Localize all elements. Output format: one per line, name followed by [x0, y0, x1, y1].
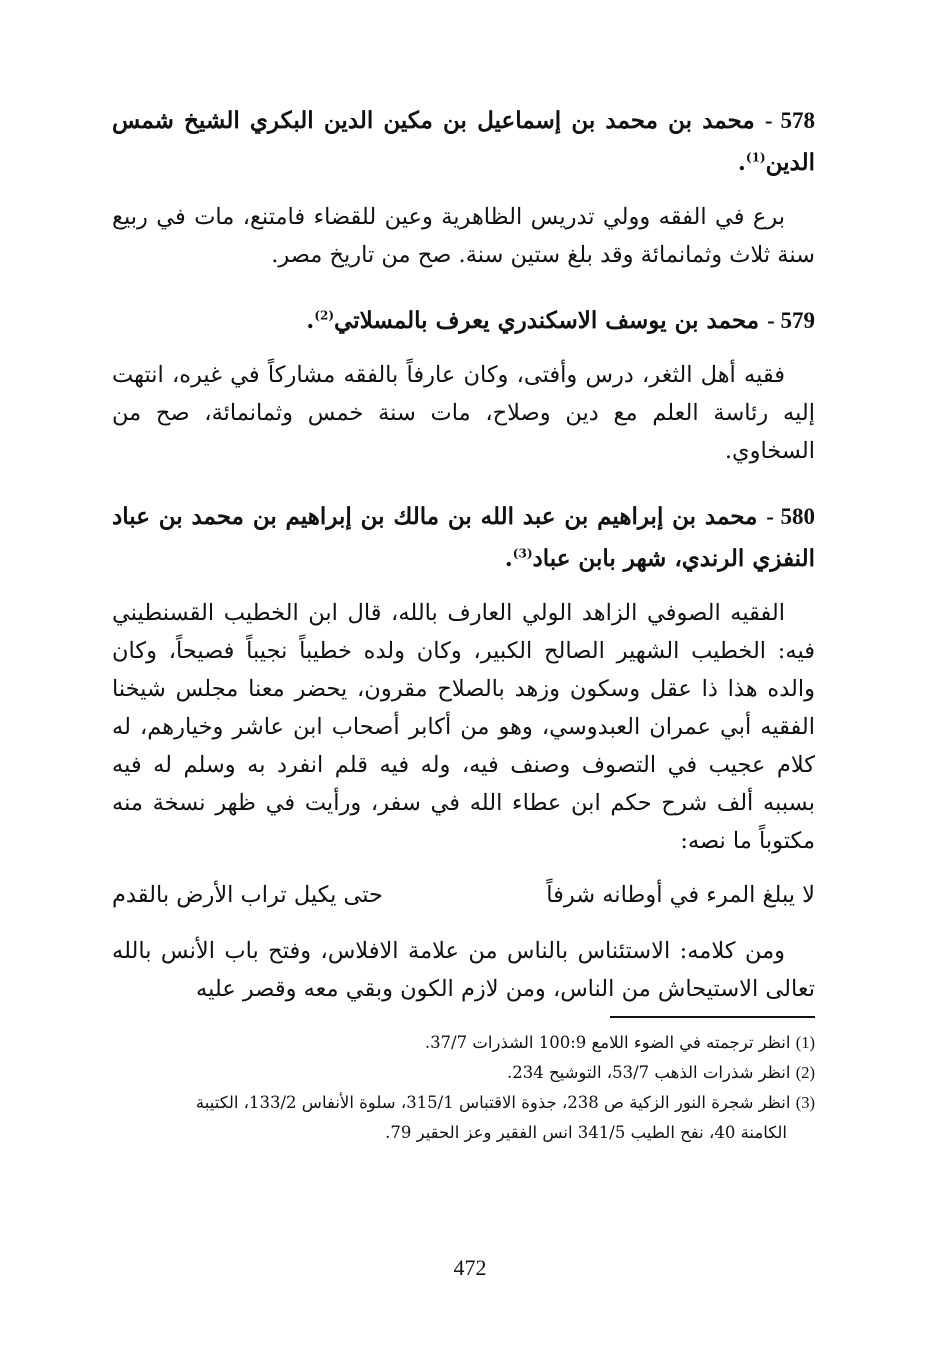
poem-verse	[112, 876, 815, 914]
footnote-continuation: الكامنة 40، نفح الطيب 341/5 انس الفقير وعز الحقير 79.	[385, 1123, 787, 1142]
entry-paragraph: فقيه أهل الثغر، درس وأفتى، وكان عارفاً بالفقه مشاركاً في غيره، انتهت إليه رئاسة العلم مع دين وصلاح، مات سنة خمس وثمانمائة، صح من السخاوي.	[112, 362, 815, 464]
entry-title: محمد بن يوسف الاسكندري يعرف بالمسلاتي	[334, 307, 760, 334]
footnote	[112, 1088, 815, 1118]
entry-title: محمد بن محمد بن إسماعيل بن مكين الدين البكري الشيخ شمس الدين	[112, 107, 815, 176]
footnote-text: انظر ترجمته في الضوء اللامع 100:9 الشذرات 37/7.	[424, 1033, 791, 1052]
footnote-text: انظر شذرات الذهب 53/7، التوشيح 234.	[506, 1063, 791, 1082]
entry-number: 579 -	[767, 308, 815, 333]
page-number: 472	[453, 1255, 487, 1280]
entry-title: محمد بن إبراهيم بن عبد الله بن مالك بن إبراهيم بن محمد بن عباد النفزي الرندي، شهر بابن عباد	[112, 503, 815, 572]
page-body	[112, 100, 815, 1148]
footnote	[112, 1058, 815, 1088]
entry-paragraph: برع في الفقه وولي تدريس الظاهرية وعين للقضاء فامتنع، مات في ربيع سنة ثلاث وثمانمائة وقد بلغ ستين سنة. صح من تاريخ مصر.	[112, 204, 815, 268]
verse-second-hemistich: حتى يكيل تراب الأرض بالقدم	[112, 882, 383, 908]
verse-first-hemistich: لا يبلغ المرء في أوطانه شرفاً	[546, 882, 815, 908]
entry-paragraph: ومن كلامه: الاستئناس بالناس من علامة الافلاس، وفتح باب الأنس بالله تعالى الاستيحاش من الناس، ومن لازم الكون وبقي معه وقصر عليه	[112, 938, 815, 1002]
footnote-ref[interactable]: (2)	[314, 308, 335, 323]
footnote-ref[interactable]: (3)	[512, 546, 533, 561]
footnote-ref[interactable]: (1)	[745, 150, 766, 165]
footnote-number: (3)	[795, 1093, 815, 1112]
entry-number: 580 -	[766, 504, 815, 529]
entry-heading: 580 - محمد بن إبراهيم بن عبد الله بن مالك بن إبراهيم بن محمد بن عباد النفزي الرندي، شهر بابن عباد$^{(3)}$.	[112, 503, 815, 572]
entry-paragraph: الفقيه الصوفي الزاهد الولي العارف بالله، قال ابن الخطيب القسنطيني فيه: الخطيب الشهير الصالح الكبير، وكان ولده خطيباً نجيباً فصيحاً، وكان والده هذا ذا عقل وسكون وزهد بالصلاح مقرون، يحضر معنا مجلس شيخنا الفقيه أبي عمران العبدوسي، وهو من أكابر أصحاب ابن عاشر وخيارهم، له كلام عجيب في التصوف وصنف فيه، وله فيه قلم انفرد به وسلم له فيه بسببه ألف شرح حكم ابن عطاء الله في سفر، ورأيت في ظهر نسخة منه مكتوباً ما نصه:	[112, 600, 815, 854]
footnotes	[112, 1028, 815, 1148]
footnote-text: انظر شجرة النور الزكية ص 238، جذوة الاقتباس 315/1، سلوة الأنفاس 133/2، الكتيبة	[195, 1093, 791, 1112]
entry-heading: 578 - محمد بن محمد بن إسماعيل بن مكين الدين البكري الشيخ شمس الدين$^{(1)}$.	[112, 107, 815, 176]
footnote-number: (2)	[795, 1063, 815, 1082]
footnote	[112, 1028, 815, 1058]
footnote-number: (1)	[795, 1033, 815, 1052]
entry-number: 578 -	[764, 108, 815, 133]
entry-heading: 579 - محمد بن يوسف الاسكندري يعرف بالمسلاتي$^{(2)}$.	[306, 307, 815, 334]
footnote-separator	[610, 1016, 815, 1018]
